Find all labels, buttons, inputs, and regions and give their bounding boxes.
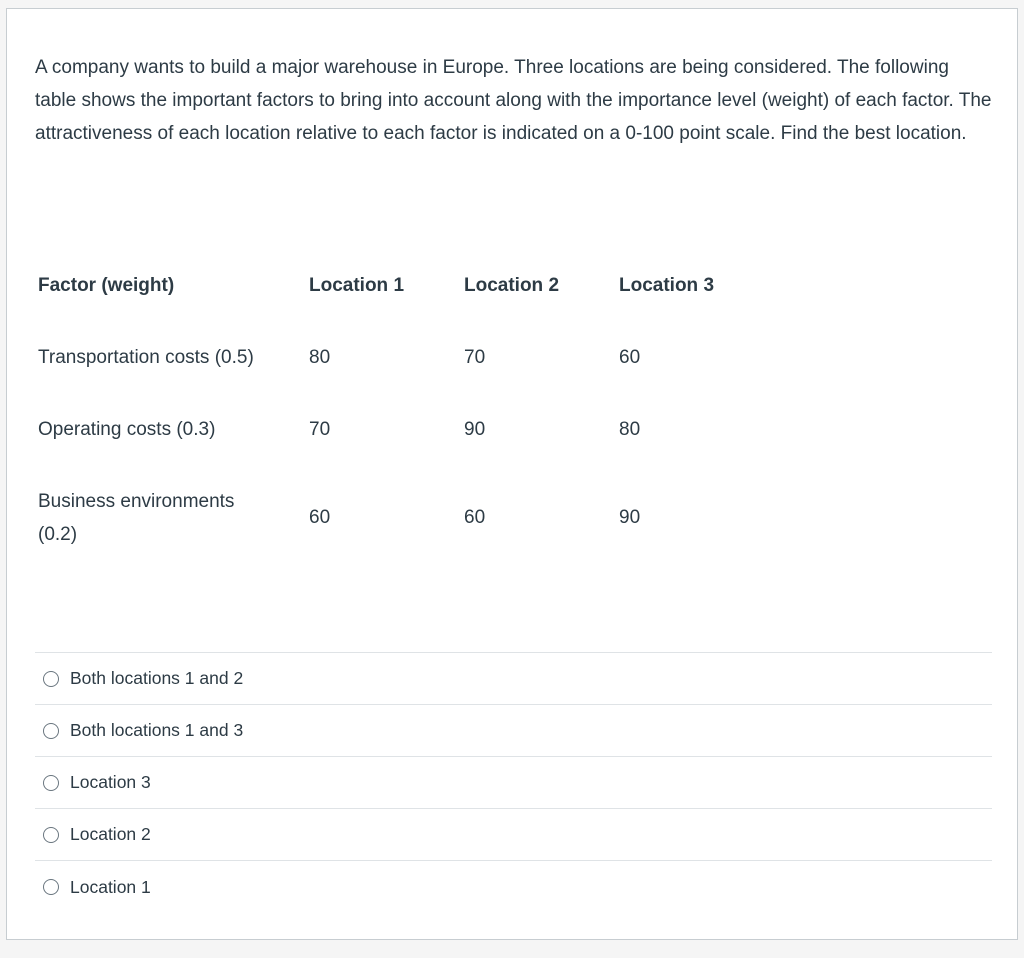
table-cell-value: 60 (464, 507, 486, 528)
table-cell-value: 70 (464, 347, 486, 368)
radio-button[interactable] (43, 879, 59, 895)
table-cell-value: 60 (619, 347, 641, 368)
answer-label[interactable]: Location 3 (70, 772, 151, 792)
table-cell-factor-line2: (0.2) (38, 524, 78, 545)
table-cell-value: 90 (464, 419, 486, 440)
table-cell-value: 80 (619, 419, 641, 440)
table-cell-factor-line1: Business environments (38, 491, 235, 512)
table-header-factor: Factor (weight) (38, 275, 175, 296)
radio-button[interactable] (43, 671, 59, 687)
table-cell-factor: Transportation costs (0.5) (38, 347, 254, 368)
table-cell-value: 70 (309, 419, 331, 440)
table-header-location-2: Location 2 (464, 275, 560, 296)
question-text: A company wants to build a major warehouse in Europe. Three locations are being considered. The following table shows the important factors to bring into account along with the importance level (weight) of each factor. The attractiveness of each location relative to each factor is indicated on a 0-100 point scale. Find the best location. (35, 57, 992, 144)
answer-list (35, 652, 992, 913)
answer-label[interactable]: Location 2 (70, 824, 151, 844)
radio-button[interactable] (43, 775, 59, 791)
radio-button[interactable] (43, 723, 59, 739)
table-cell-value: 80 (309, 347, 331, 368)
answer-label[interactable]: Both locations 1 and 3 (70, 720, 244, 740)
answer-option[interactable] (35, 757, 992, 809)
table-cell-value: 60 (309, 507, 331, 528)
answer-option[interactable] (35, 861, 992, 913)
answer-option[interactable] (35, 705, 992, 757)
question-card (6, 8, 1018, 940)
table-header-location-3: Location 3 (619, 275, 715, 296)
table-cell-value: 90 (619, 507, 641, 528)
table-header-location-1: Location 1 (309, 275, 405, 296)
answer-label[interactable]: Both locations 1 and 2 (70, 668, 244, 688)
answer-option[interactable] (35, 809, 992, 861)
answer-option[interactable] (35, 653, 992, 705)
table-cell-factor: Operating costs (0.3) (38, 419, 216, 440)
answer-label[interactable]: Location 1 (70, 876, 151, 897)
radio-button[interactable] (43, 827, 59, 843)
